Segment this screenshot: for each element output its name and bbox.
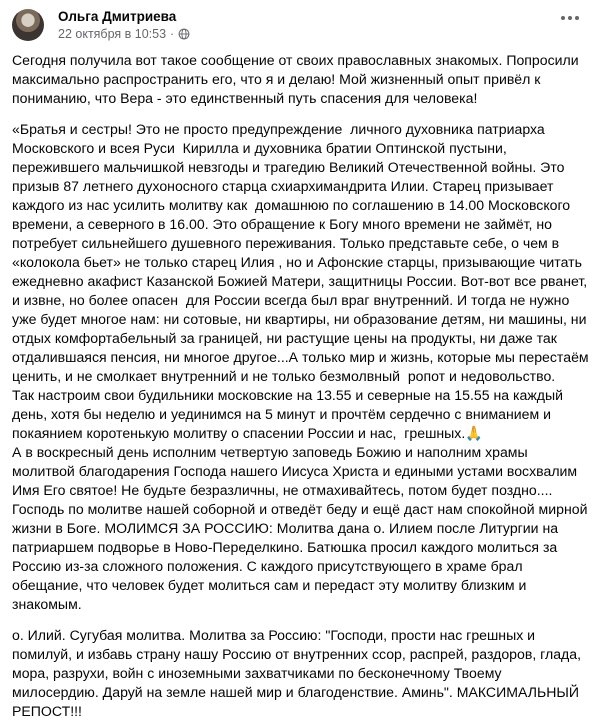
post-message-paragraph: «Братья и сестры! Это не просто предупреждение личного духовника патриарха Московского и всея Руси Кирилла и духовника братии Оптинской пустыни, пережившего мальчишкой невзгоды и трагедию Великий Отечественной войны. Это призыв 87 летнего духоносного старца схиархимандрита Илии. Старец призывает каждого из нас усилить молитву как домашнюю по соглашению в 14.00 Московского времени, а северного в 16.00. Это обращение к Богу много времени не займёт, но потребует сильнейшего душевного переживания. Только представьте себе, о чем в «колокола бьет» не только старец Илия , но и Афонские старцы, призывающие читать ежедневно акафист Казанской Божией Матери, защитницы России. Вот-вот все рванет, и извне, но более опасен для России всегда был враг внутренний. И тогда не нужно уже будет многое нам: ни сотовые, ни квартиры, ни образование детям, ни машины, ни отдых комфортабельный за границей, ни растущие цены на продукты, ни даже так отдалившаяся пенсия, ни многое другое...А только мир и жизнь, которые мы перестаём ценить, и не смолкает внутренний и не только безмолвный ропот и недовольство. Так настроим свои будильники московские на 13.55 и северные на 15.55 на каждый день, хотя бы неделю и уединимся на 5 минут и прочтём сердечно с вниманием и покаянием коротенькую молитву о спасении России и нас, грешных.🙏 А в воскресный день исполним четвертую заповедь Божию и наполним храмы молитвой благодарения Господа нашего Иисуса Христа и едиными устами восхвалим Имя Его святое! Не будьте безразличны, не отмахивайтесь, потом будет поздно.... Господь по молитве нашей соборной и отведёт беду и ещё даст нам спокойной мирной жизни в Боге. МОЛИМСЯ ЗА РОССИЮ: Молитва дана о. Илием после Литургии на патриаршем подворье в Ново-Переделкино. Батюшка просил каждого молиться за Россию из-за сложного положения. С каждого присутствующего в храме брал обещание, что человек будет молиться сам и передаст эту молитву близким и знакомым. (12, 121, 589, 612)
author-name[interactable]: Ольга Дмитриева (58, 9, 177, 24)
post-meta (58, 8, 190, 42)
author-avatar[interactable] (12, 9, 44, 41)
more-options-icon[interactable] (556, 9, 584, 27)
post-subline (58, 26, 190, 42)
post-header (12, 0, 600, 50)
globe-icon[interactable] (178, 28, 190, 40)
post-timestamp[interactable]: 22 октября в 10:53 (58, 27, 167, 41)
post-intro-paragraph: Сегодня получила вот такое сообщение от своих православных знакомых. Попросили максимально распространить его, что я и делаю! Мой жизненный опыт привёл к пониманию, что Вера - это единственный путь спасения для человека! (12, 52, 583, 106)
post-prayer-paragraph: о. Илий. Сугубая молитва. Молитва за Россию: "Господи, прости нас грешных и помилуй, и избавь страну нашу Россию от внутренних ссор, распрей, раздоров, глада, мора, разрухи, войн с иноземными захватчиками по бесконечному Твоему милосердию. Даруй на земле нашей мир и благоденствие. Аминь". МАКСИМАЛЬНЫЙ РЕПОСТ!!! (12, 627, 585, 719)
meta-separator: · (170, 27, 175, 41)
post-body (12, 51, 590, 721)
